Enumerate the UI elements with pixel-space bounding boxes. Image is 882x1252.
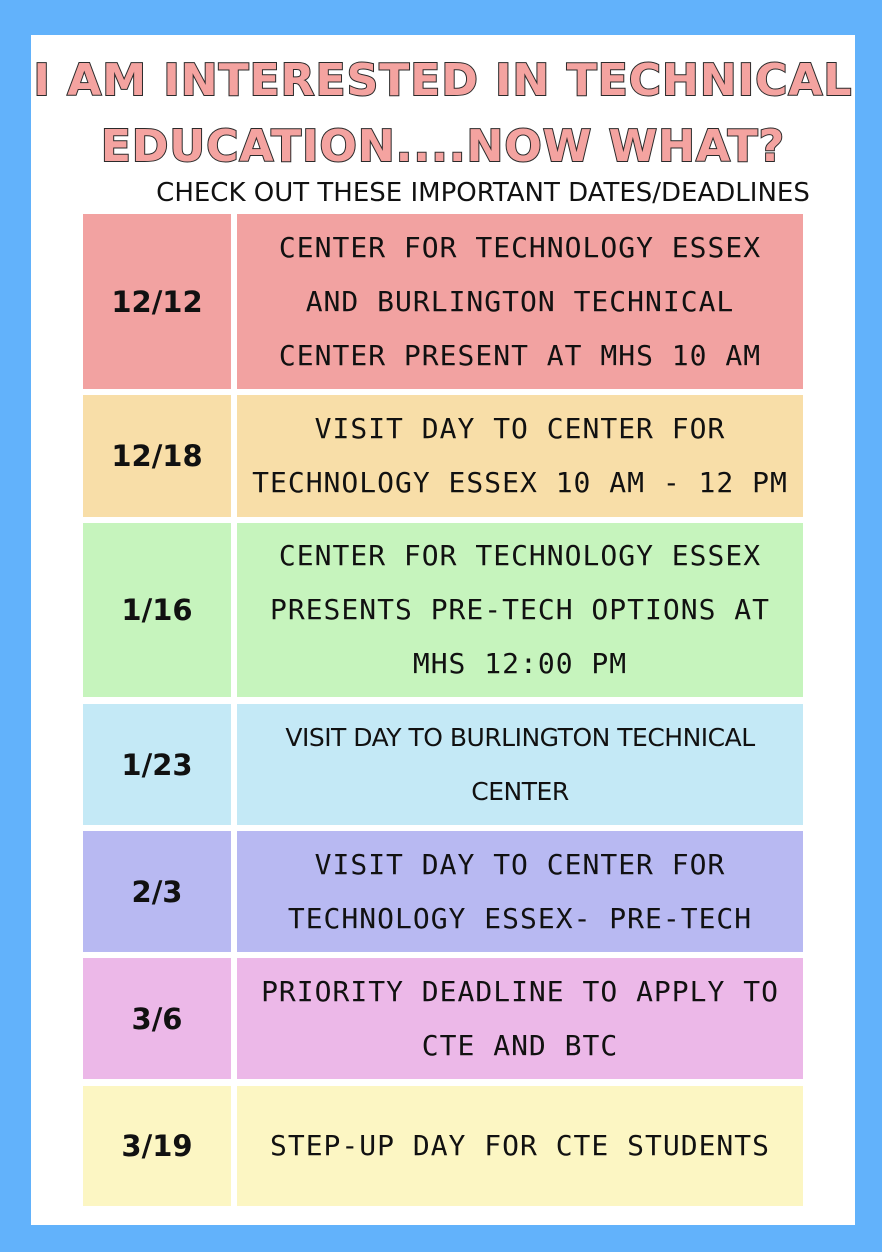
- row-date: 3/19: [83, 1086, 231, 1206]
- row-date: 12/18: [83, 395, 231, 517]
- row-date: 1/23: [83, 704, 231, 825]
- flyer-page: [31, 35, 855, 1225]
- schedule-row-5: [83, 831, 803, 952]
- schedule-row-7: [83, 1086, 803, 1206]
- row-event: VISIT DAY TO BURLINGTON TECHNICAL CENTER: [237, 704, 803, 825]
- subtitle: CHECK OUT THESE IMPORTANT DATES/DEADLINES: [156, 178, 810, 208]
- schedule-row-6: [83, 958, 803, 1079]
- row-event: PRIORITY DEADLINE TO APPLY TO CTE AND BTC: [237, 958, 803, 1079]
- row-event: CENTER FOR TECHNOLOGY ESSEX PRESENTS PRE-TECH OPTIONS AT MHS 12:00 PM: [237, 523, 803, 697]
- row-date: 3/6: [83, 958, 231, 1079]
- row-date: 12/12: [83, 214, 231, 389]
- row-event: CENTER FOR TECHNOLOGY ESSEX AND BURLINGTON TECHNICAL CENTER PRESENT AT MHS 10 AM: [237, 214, 803, 389]
- row-event: VISIT DAY TO CENTER FOR TECHNOLOGY ESSEX 10 AM - 12 PM: [237, 395, 803, 517]
- row-date: 1/16: [83, 523, 231, 697]
- schedule-row-4: [83, 704, 803, 825]
- schedule-row-2: [83, 395, 803, 517]
- schedule-row-1: [83, 214, 803, 389]
- schedule-row-3: [83, 523, 803, 697]
- row-event: STEP-UP DAY FOR CTE STUDENTS: [237, 1086, 803, 1206]
- row-event: VISIT DAY TO CENTER FOR TECHNOLOGY ESSEX- PRE-TECH: [237, 831, 803, 952]
- title-line-2: EDUCATION....NOW WHAT?: [100, 121, 786, 172]
- row-date: 2/3: [83, 831, 231, 952]
- title-line-1: I AM INTERESTED IN TECHNICAL: [33, 55, 853, 106]
